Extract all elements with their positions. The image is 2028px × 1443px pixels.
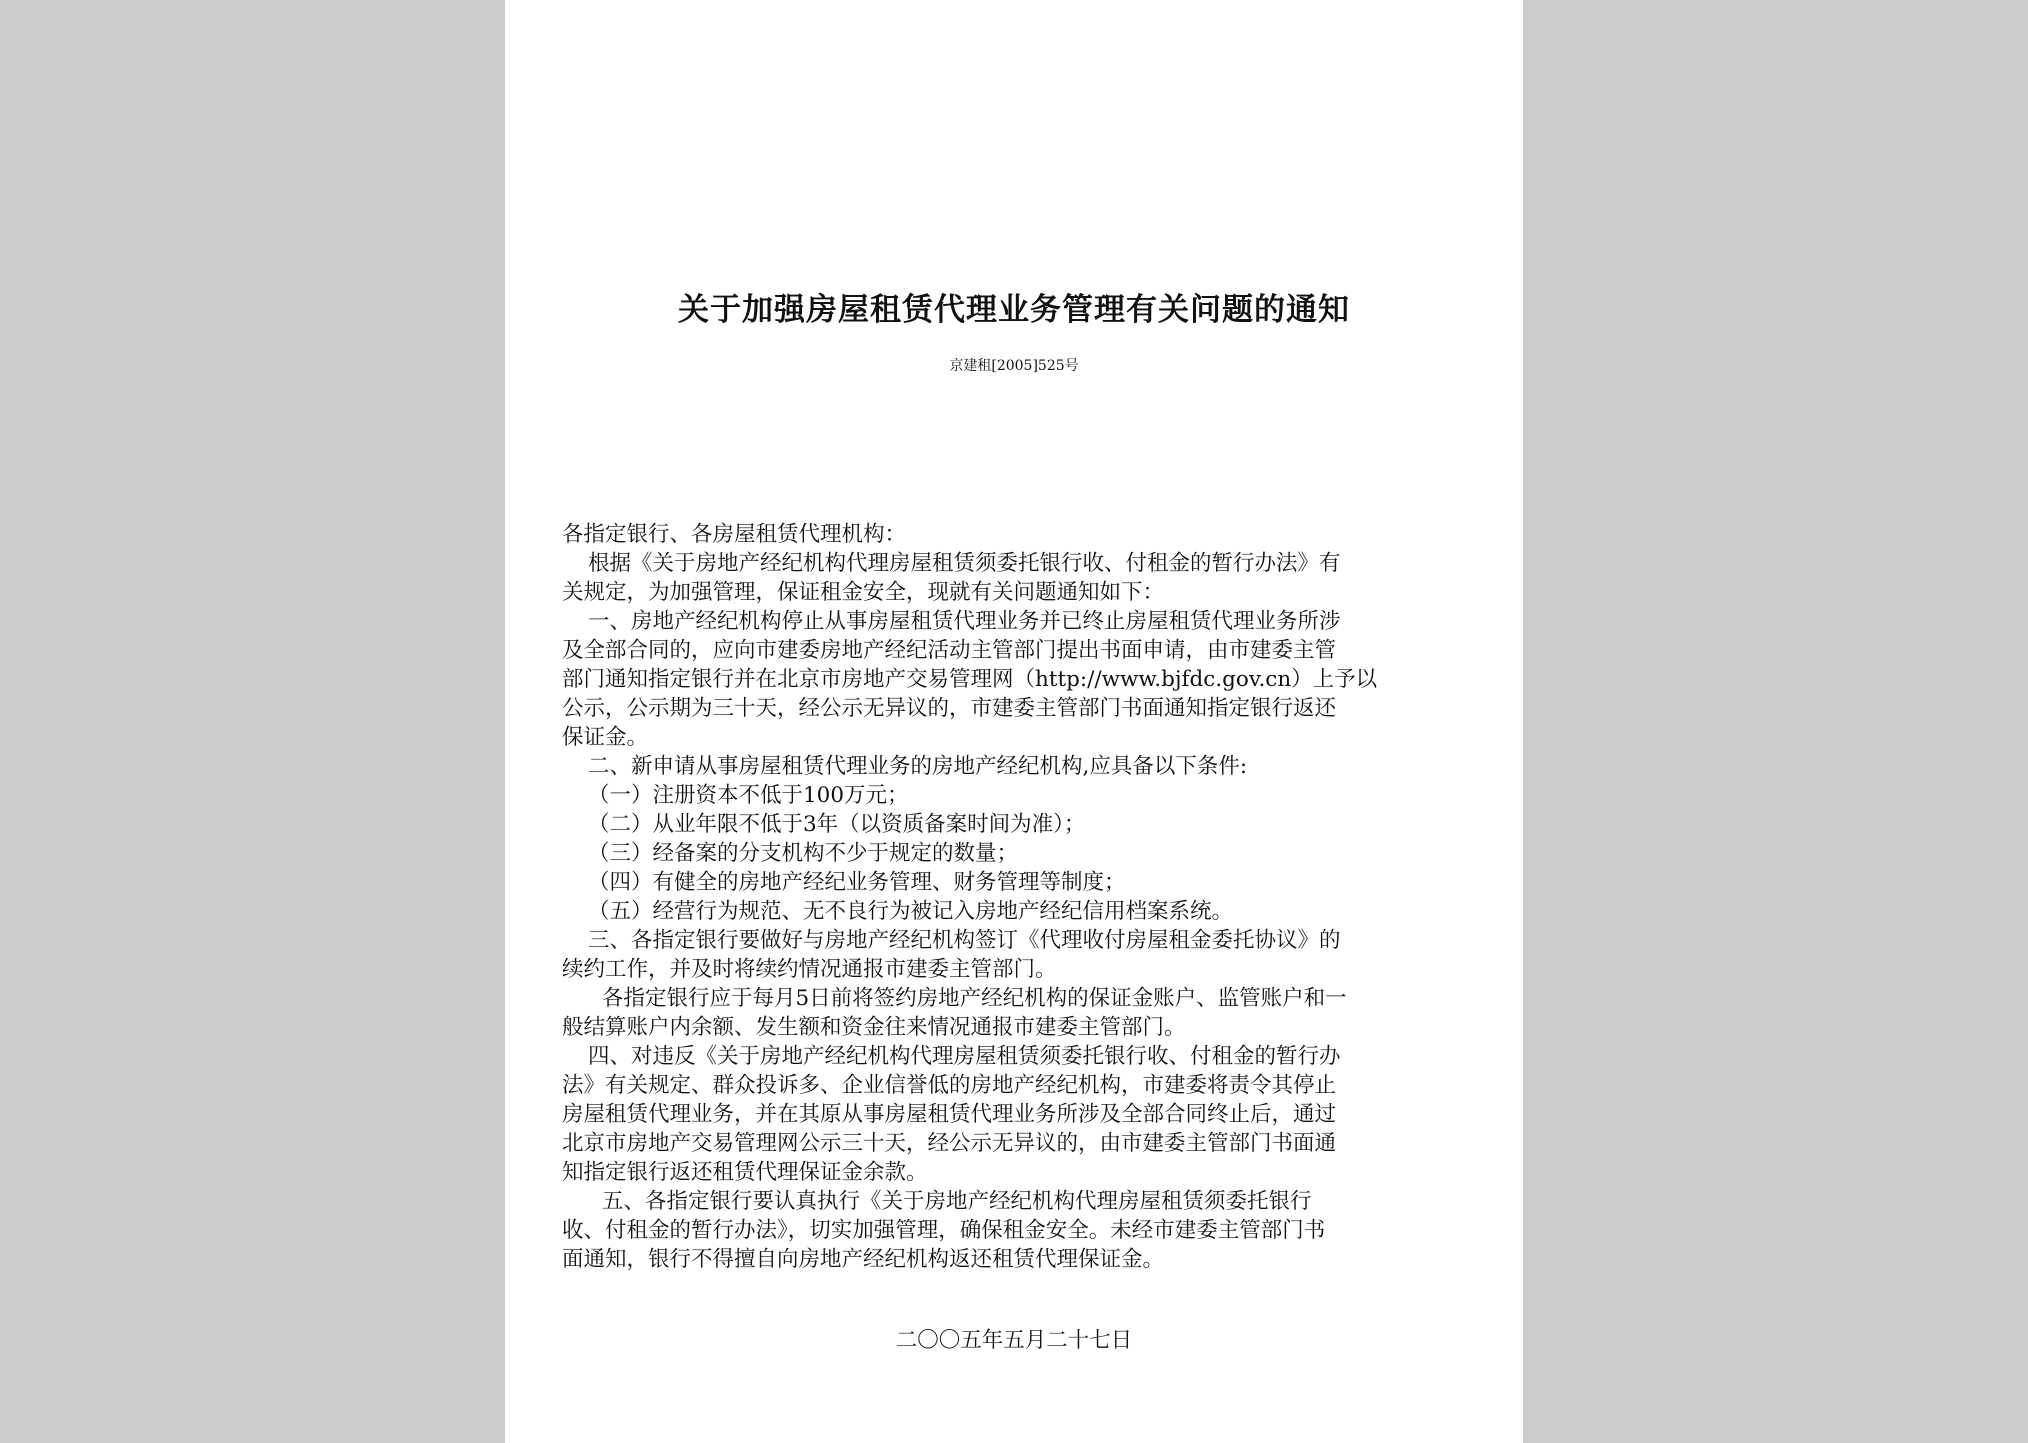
body-line: 一、房地产经纪机构停止从事房屋租赁代理业务并已终止房屋租赁代理业务所涉 [588,609,1341,634]
body-line: 关规定，为加强管理，保证租金安全，现就有关问题通知如下： [562,580,1165,605]
body-line: 法》有关规定、群众投诉多、企业信誉低的房地产经纪机构，市建委将责令其停止 [562,1073,1337,1098]
list-item: （二）从业年限不低于3年（以资质备案时间为准）； [588,812,1086,837]
document-date: 二〇〇五年五月二十七日 [895,1328,1133,1353]
document-body [562,520,1467,1274]
body-line: 五、各指定银行要认真执行《关于房地产经纪机构代理房屋租赁须委托银行 [602,1189,1312,1214]
body-line: 公示，公示期为三十天，经公示无异议的，市建委主管部门书面通知指定银行返还 [562,696,1337,721]
salutation: 各指定银行、各房屋租赁代理机构： [562,522,907,547]
body-line: 各指定银行应于每月5日前将签约房地产经纪机构的保证金账户、监管账户和一 [602,986,1347,1011]
body-line: 面通知，银行不得擅自向房地产经纪机构返还租赁代理保证金。 [562,1247,1165,1272]
document-title: 关于加强房屋租赁代理业务管理有关问题的通知 [678,292,1350,328]
body-line: 四、对违反《关于房地产经纪机构代理房屋租赁须委托银行收、付租金的暂行办 [588,1044,1341,1069]
body-line: 续约工作，并及时将续约情况通报市建委主管部门。 [562,957,1057,982]
list-item: （四）有健全的房地产经纪业务管理、财务管理等制度； [588,870,1126,895]
list-item: （三）经备案的分支机构不少于规定的数量； [588,841,1019,866]
body-line: 部门通知指定银行并在北京市房地产交易管理网（http://www.bjfdc.gov.cn）上予以 [562,667,1378,692]
body-line: 保证金。 [562,725,649,750]
list-item: （五）经营行为规范、无不良行为被记入房地产经纪信用档案系统。 [588,899,1234,924]
body-line: 知指定银行返还租赁代理保证金余款。 [562,1160,928,1185]
body-line: 北京市房地产交易管理网公示三十天，经公示无异议的，由市建委主管部门书面通 [562,1131,1337,1156]
body-line: 根据《关于房地产经纪机构代理房屋租赁须委托银行收、付租金的暂行办法》有 [588,551,1341,576]
body-line: 房屋租赁代理业务，并在其原从事房屋租赁代理业务所涉及全部合同终止后，通过 [562,1102,1337,1127]
body-line: 二、新申请从事房屋租赁代理业务的房地产经纪机构,应具备以下条件: [588,754,1248,779]
body-line: 收、付租金的暂行办法》，切实加强管理，确保租金安全。未经市建委主管部门书 [562,1218,1326,1243]
body-line: 及全部合同的，应向市建委房地产经纪活动主管部门提出书面申请，由市建委主管 [562,638,1337,663]
document-number: 京建租[2005]525号 [949,358,1079,374]
body-line: 三、各指定银行要做好与房地产经纪机构签订《代理收付房屋租金委托协议》的 [588,928,1341,953]
document-page [505,0,1523,1443]
list-item: （一）注册资本不低于100万元； [588,783,909,808]
body-line: 般结算账户内余额、发生额和资金往来情况通报市建委主管部门。 [562,1015,1186,1040]
